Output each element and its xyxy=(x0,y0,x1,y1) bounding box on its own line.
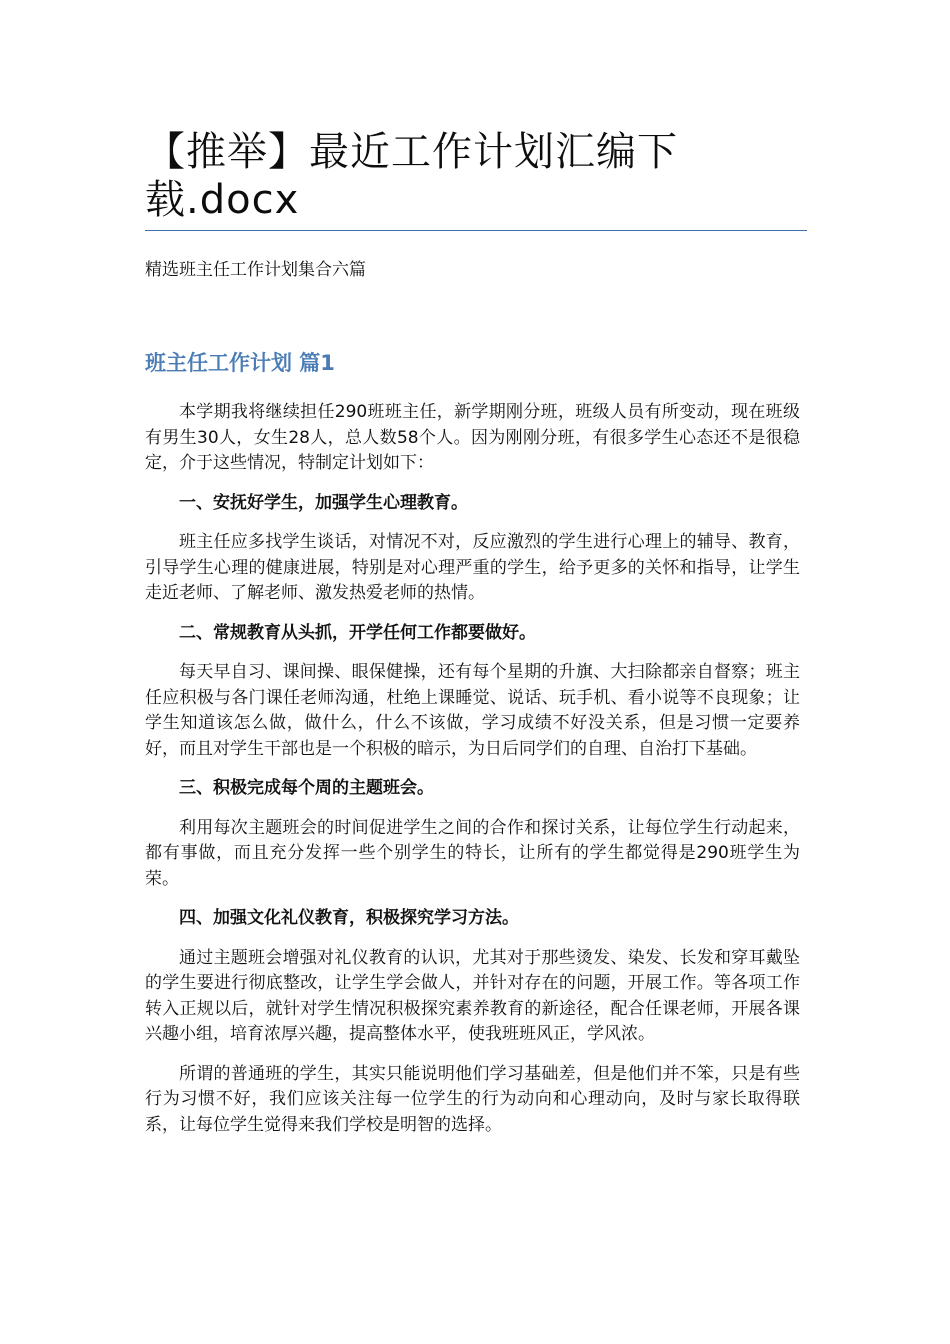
closing-paragraph: 所谓的普通班的学生，其实只能说明他们学习基础差，但是他们并不笨，只是有些行为习惯不好，我们应该关注每一位学生的行为动向和心理动向，及时与家长取得联系，让每位学生觉得来我们学校是明智的选择。 xyxy=(145,1063,800,1135)
point-heading-1: 一、安抚好学生，加强学生心理教育。 xyxy=(179,492,468,513)
point-2-paragraph: 每天早自习、课间操、眼保健操，还有每个星期的升旗、大扫除都亲自督察；班主任应积极与各门课任老师沟通，杜绝上课睡觉、说话、玩手机、看小说等不良现象；让学生知道该怎么做，做什么，什么不该做，学习成绩不好没关系，但是习惯一定要养好，而且对学生干部也是一个积极的暗示，为日后同学们的自理、自治打下基础。 xyxy=(145,662,800,759)
section-heading: 班主任工作计划 篇1 xyxy=(145,351,335,375)
point-1-paragraph: 班主任应多找学生谈话，对情况不对，反应激烈的学生进行心理上的辅导、教育，引导学生心理的健康进展，特别是对心理严重的学生，给予更多的关怀和指导，让学生走近老师、了解老师、激发热爱老师的热情。 xyxy=(145,532,800,603)
point-heading-3: 三、积极完成每个周的主题班会。 xyxy=(179,778,434,798)
document-subtitle: 精选班主任工作计划集合六篇 xyxy=(145,260,366,280)
point-heading-4: 四、加强文化礼仪教育，积极探究学习方法。 xyxy=(179,908,519,928)
point-4-paragraph: 通过主题班会增强对礼仪教育的认识，尤其对于那些烫发、染发、长发和穿耳戴坠的学生要进行彻底整改，让学生学会做人，并针对存在的问题，开展工作。等各项工作转入正规以后，就针对学生情况积极探究素养教育的新途径，配合任课老师，开展各课兴趣小组，培育浓厚兴趣，提高整体水平，使我班班风正，学风浓。 xyxy=(145,947,800,1044)
point-heading-2: 二、常规教育从头抓，开学任何工作都要做好。 xyxy=(179,622,536,643)
title-divider xyxy=(145,230,807,231)
intro-paragraph: 本学期我将继续担任290班班主任，新学期刚分班，班级人员有所变动，现在班级有男生30人，女生28人，总人数58个人。因为刚刚分班，有很多学生心态还不是很稳定，介于这些情况，特制定计划如下： xyxy=(145,402,800,473)
point-3-paragraph: 利用每次主题班会的时间促进学生之间的合作和探讨关系，让每位学生行动起来，都有事做，而且充分发挥一些个别学生的特长，让所有的学生都觉得是290班学生为荣。 xyxy=(145,817,800,889)
document-body xyxy=(145,400,800,1152)
document-title: 【推举】最近工作计划汇编下载.docx xyxy=(145,129,678,223)
